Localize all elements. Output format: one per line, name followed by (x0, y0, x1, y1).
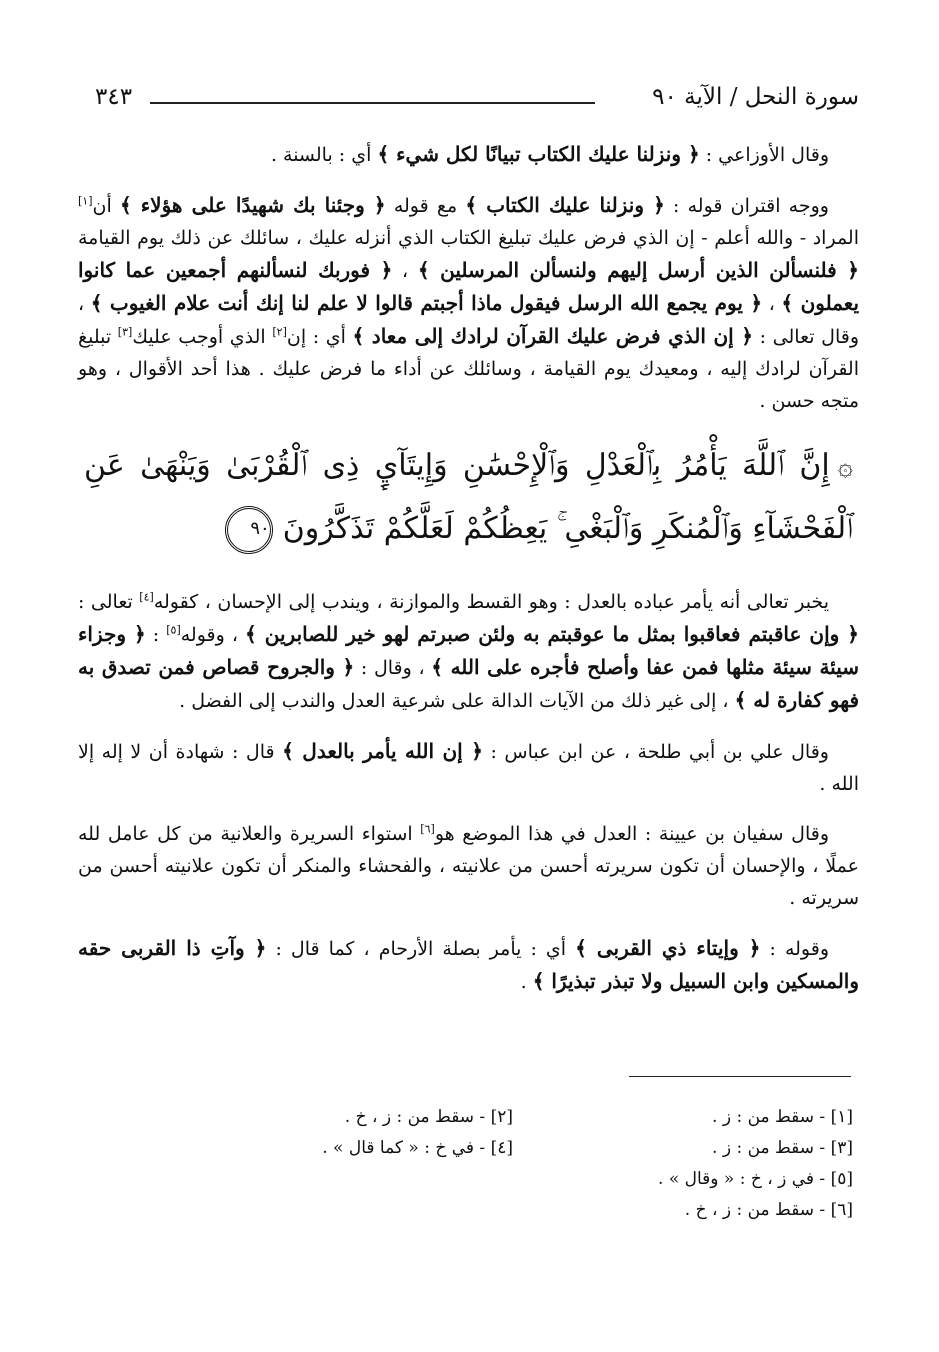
text-run: المراد - والله أعلم - إن الذي فرض عليك تبليغ الكتاب الذي أنزله عليك ، سائلك عن ذلك يوم القيامة (78, 227, 859, 249)
text-run: ، وقوله (180, 624, 246, 646)
footnote: [٢] - سقط من : ز ، خ . (344, 1107, 513, 1127)
quran-quote: ﴿ وجئنا بك شهيدًا على هؤلاء ﴾ (119, 193, 386, 217)
quran-quote: ﴿ فوربك لنسألنهم أجمعين عما كانوا يعملون ﴾ (78, 258, 860, 315)
text-run: وقال علي بن أبي طلحة ، عن ابن عباس : (482, 741, 829, 763)
paragraph (78, 586, 859, 717)
footnote-ref: [٤] (139, 590, 154, 604)
quran-quote: ﴿ إن الله يأمر بالعدل ﴾ (282, 739, 483, 763)
footnote-separator (629, 1076, 851, 1077)
text-run: وقال سفيان بن عيينة : العدل في هذا الموضع هو (434, 823, 829, 845)
running-header (95, 78, 859, 118)
text-run: وقال الأوزاعي : (699, 144, 829, 166)
footnote: [٣] - سقط من : ز . (712, 1138, 853, 1158)
quran-quote: ﴿ وجزاء سيئة سيئة مثلها فمن عفا وأصلح فأجره على الله ﴾ (78, 622, 860, 679)
paragraph (78, 932, 859, 998)
page-body (78, 138, 859, 1016)
text-run: وقوله : (760, 938, 830, 960)
quran-quote: ﴿ ونزلنا عليك الكتاب ﴾ (465, 193, 665, 217)
footnotes (213, 1102, 853, 1226)
text-run: مع قوله (385, 195, 466, 217)
footnote-ref: [٦] (420, 822, 435, 836)
quran-quote: ﴿ والجروح قصاص فمن تصدق به فهو كفارة له ﴾ (78, 655, 859, 712)
quran-quote: ﴿ إن الذي فرض عليك القرآن لرادك إلى معاد ﴾ (352, 324, 753, 348)
quran-quote: ﴿ فلنسألن الذين أرسل إليهم ولنسألن المرسلين ﴾ (417, 258, 859, 282)
text-run: تعالى : (78, 591, 140, 613)
text-run: ، (762, 293, 782, 315)
text-run: قال : شهادة أن لا إله إلا الله . (78, 741, 859, 795)
footnote-ref: [١] (78, 194, 93, 208)
paragraph (78, 735, 859, 800)
text-run: أي : يأمر بصلة الأرحام ، كما قال : (266, 938, 576, 960)
footnote: [٥] - في ز ، خ : « وقال » . (658, 1169, 853, 1189)
quran-verse (78, 435, 859, 560)
text-run: أي : إن (286, 326, 353, 348)
chapter-title: سورة النحل / الآية ٩٠ (652, 84, 859, 110)
footnote: [٤] - في خ : « كما قال » . (322, 1138, 513, 1158)
quran-quote: ﴿ يوم يجمع الله الرسل فيقول ماذا أجبتم قالوا لا علم لنا إنك أنت علام الغيوب ﴾ (90, 291, 763, 315)
text-run: ، وقال : (354, 657, 432, 679)
text-run: الذي أوجب عليك (132, 326, 273, 348)
text-run: ، (392, 260, 418, 282)
text-run: : (145, 624, 167, 646)
ayah-number-marker: ٩٠ (225, 506, 273, 554)
paragraph (78, 189, 859, 417)
quran-quote: ﴿ وآتِ ذا القربى حقه والمسكين وابن السبيل ولا تبذر تبذيرًا ﴾ (78, 936, 859, 993)
quran-quote: ﴿ وإيتاء ذي القربى ﴾ (575, 936, 761, 960)
text-run: ، إلى غير ذلك من الآيات الدالة على شرعية العدل والندب إلى الفضل . (179, 690, 735, 712)
page-number: ٣٤٣ (95, 84, 133, 110)
footnote-ref: [٣] (117, 325, 133, 339)
verse-text: إِنَّ ٱللَّهَ يَأْمُرُ بِٱلْعَدْلِ وَٱلْإِحْسَٰنِ وَإِيتَآيِٕ ذِى ٱلْقُرْبَىٰ وَيَنْهَىٰ عَنِ ٱلْفَحْشَآءِ وَٱلْمُنكَرِ وَٱلْبَغْىِ ۚ يَعِظُكُمْ لَعَلَّكُمْ تَذَكَّرُونَ (84, 448, 853, 546)
text-run: أي : بالسنة . (270, 144, 378, 166)
text-run: . (520, 971, 533, 993)
paragraph (78, 138, 859, 171)
text-run: تبليغ القرآن لرادك إليه ، ومعيدك يوم القيامة ، وسائلك عن أداء ما فرض عليك . هذا أحد الأقوال ، وهو متجه حسن . (78, 326, 859, 412)
quran-quote: ﴿ ونزلنا عليك الكتاب تبيانًا لكل شيء ﴾ (377, 142, 700, 166)
text-run: استواء السريرة والعلانية من كل عامل لله عملًا ، والإحسان أن تكون سريرته أحسن من علانيته ، والفحشاء والمنكر أن تكون علانيته أحسن من سريرته . (78, 823, 859, 909)
footnote: [١] - سقط من : ز . (712, 1107, 853, 1127)
footnote-ref: [٥] (166, 623, 181, 637)
footnote-ref: [٢] (272, 325, 287, 339)
paragraph (78, 818, 859, 914)
footnote: [٦] - سقط من : ز ، خ . (684, 1200, 853, 1220)
rub-el-hizb-icon: ۞ (837, 452, 853, 482)
text-run: أن (92, 195, 120, 217)
footnote-empty (213, 1164, 513, 1195)
text-run: ، وقال تعالى : (78, 293, 860, 348)
text-run: يخبر تعالى أنه يأمر عباده بالعدل : وهو القسط والموازنة ، ويندب إلى الإحسان ، كقوله (153, 591, 829, 613)
header-rule (150, 102, 595, 104)
text-run: ووجه اقتران قوله : (664, 195, 829, 217)
quran-quote: ﴿ وإن عاقبتم فعاقبوا بمثل ما عوقبتم به ولئن صبرتم لهو خير للصابرين ﴾ (245, 622, 860, 646)
